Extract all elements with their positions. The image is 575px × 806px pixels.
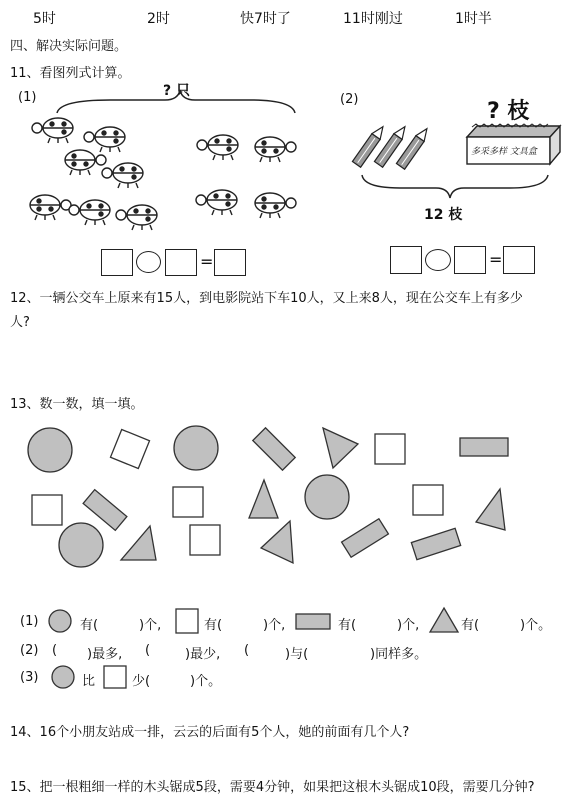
equals-sign: = — [200, 252, 214, 271]
q13-row2-label: (2) — [20, 643, 39, 658]
time-label-3: 快7时了 — [240, 11, 291, 27]
text: )同样多。 — [370, 647, 428, 662]
text: ( — [145, 643, 151, 658]
text: )最少, — [185, 647, 221, 662]
text: 少( — [132, 674, 151, 689]
q11-part1-label: (1) — [18, 90, 37, 105]
square-shape — [32, 495, 62, 525]
square-shape — [110, 429, 149, 468]
text: )与( — [285, 647, 309, 662]
text: 有( — [338, 618, 357, 633]
time-label-1: 5时 — [33, 11, 56, 27]
q12-line2: 人? — [10, 315, 30, 330]
rectangle-shape — [411, 528, 460, 559]
pencil-box-label: 多采多样 文具盒 — [471, 147, 537, 157]
q13-row3-label: (3) — [20, 670, 39, 685]
text: )个, — [397, 618, 420, 633]
q11-part2-question: ? 枝 — [487, 99, 530, 124]
time-label-2: 2时 — [147, 11, 170, 27]
rectangle-shape — [253, 428, 295, 470]
triangle-shape — [323, 428, 358, 468]
q14-text: 14、16个小朋友站成一排，云云的后面有5个人，她的前面有几个人? — [10, 725, 410, 740]
q13-title: 13、数一数，填一填。 — [10, 397, 144, 412]
text: )最多, — [87, 647, 123, 662]
square-shape — [190, 525, 220, 555]
square-shape — [375, 434, 405, 464]
text: 有( — [204, 618, 223, 633]
rectangle-shape — [342, 519, 389, 558]
text: 有( — [461, 618, 480, 633]
text: )个。 — [190, 674, 222, 689]
text: 比 — [82, 674, 96, 689]
square-shape — [173, 487, 203, 517]
rectangle-shape — [460, 438, 508, 456]
q13-row1-label: (1) — [20, 614, 39, 629]
equals-sign: = — [489, 250, 503, 269]
triangle-shape — [121, 526, 156, 560]
triangle-shape — [261, 521, 293, 563]
text: )个, — [263, 618, 286, 633]
text: ( — [244, 643, 250, 658]
time-label-5: 1时半 — [455, 11, 492, 27]
circle-shape — [59, 523, 103, 567]
time-label-4: 11时刚过 — [343, 11, 403, 27]
section-title: 四、解决实际问题。 — [10, 39, 128, 54]
circle-shape — [174, 426, 218, 470]
text: )个。 — [520, 618, 552, 633]
q12-line1: 12、一辆公交车上原来有15人，到电影院站下车10人，又上来8人，现在公交车上有多少 — [10, 291, 523, 306]
text: 有( — [80, 618, 99, 633]
triangle-shape — [476, 489, 505, 530]
q11-part2-label: (2) — [340, 92, 359, 107]
q11-part2-total: 12 枝 — [424, 207, 463, 223]
circle-shape — [305, 475, 349, 519]
text: ( — [52, 643, 58, 658]
square-shape — [413, 485, 443, 515]
q15-text: 15、把一根粗细一样的木头锯成5段，需要4分钟，如果把这根木头锯成10段，需要几分钟? — [10, 780, 535, 795]
circle-shape — [28, 428, 72, 472]
triangle-shape — [249, 480, 278, 518]
q11-part1-question: ? 只 — [163, 83, 190, 99]
text: )个, — [139, 618, 162, 633]
q11-title: 11、看图列式计算。 — [10, 66, 131, 81]
